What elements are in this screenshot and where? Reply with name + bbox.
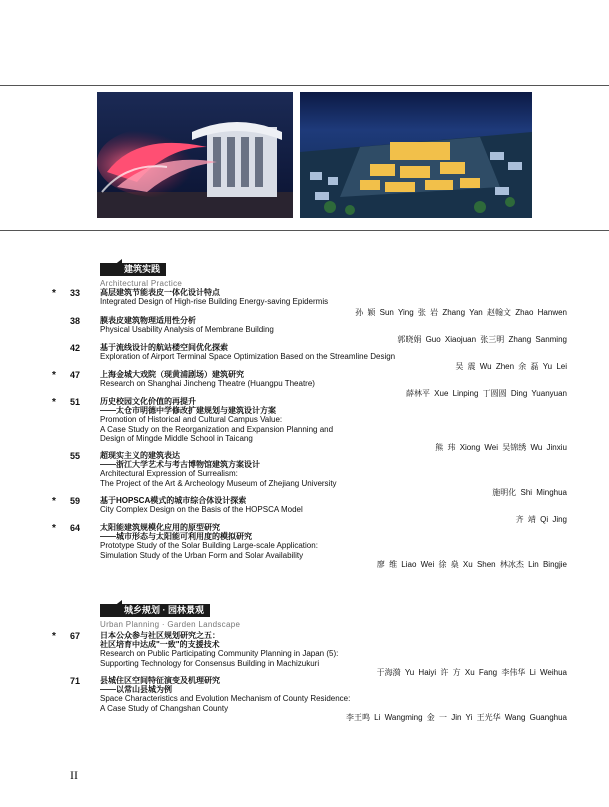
authors: 薛林平 Xue Linping 丁圆圆 Ding Yuanyuan xyxy=(405,389,567,398)
title-en: Integrated Design of High-rise Building Energy-saving Epidermis xyxy=(100,297,329,307)
theatre-photo xyxy=(97,92,293,218)
subtitle-en: Supporting Technology for Consensus Building in Machizukuri xyxy=(100,658,320,668)
page-number: 55 xyxy=(69,451,80,461)
subtitle-cn: 社区培育中达成"一致"的支援技术 xyxy=(100,640,220,650)
section-title: 建筑实践 xyxy=(100,263,166,276)
authors: 熊 玮 Xiong Wei 吴锦绣 Wu Jinxiu xyxy=(435,443,567,452)
featured-marker: * xyxy=(52,288,56,299)
subtitle-cn: ——浙江大学艺术与考古博物馆建筑方案设计 xyxy=(100,460,260,470)
title-cn: 膜表皮建筑物理适用性分析 xyxy=(100,316,196,325)
title-en: Physical Usability Analysis of Membrane Building xyxy=(100,325,274,335)
section-subtitle: Architectural Practice xyxy=(100,279,183,288)
subtitle-en: A Case Study of Changshan County xyxy=(100,703,229,713)
section-urban-planning xyxy=(100,600,240,629)
subtitle-cn: ——城市形态与太阳能可利用度的模拟研究 xyxy=(100,532,252,542)
title-cn: 上海金城大戏院（现黄浦剧场）建筑研究 xyxy=(100,370,244,379)
title-en: Research on Shanghai Jincheng Theatre (Huangpu Theatre) xyxy=(100,379,315,389)
section-title: 城乡规划 · 园林景观 xyxy=(100,604,210,617)
city-aerial-photo xyxy=(300,92,532,218)
title-cn: 历史校园文化价值的再提升 xyxy=(100,397,196,406)
featured-marker: * xyxy=(52,631,56,642)
page-number: 64 xyxy=(69,523,80,533)
authors: 孙 颖 Sun Ying 张 岩 Zhang Yan 赵翰文 Zhao Hanwen xyxy=(355,308,567,317)
page-number: 71 xyxy=(69,676,80,686)
folio-page-number: II xyxy=(70,768,78,782)
title-en: City Complex Design on the Basis of the HOPSCA Model xyxy=(100,505,303,515)
authors: 施明化 Shi Minghua xyxy=(492,488,567,497)
title-cn: 基于流线设计的航站楼空间优化探索 xyxy=(100,343,228,352)
subtitle-cn: ——以常山县城为例 xyxy=(100,685,172,695)
page-number: 47 xyxy=(69,370,80,380)
subtitle-en: The Project of the Art & Archeology Museum of Zhejiang University xyxy=(100,478,337,488)
title-cn: 超现实主义的建筑表达 xyxy=(100,451,180,460)
subtitle-en: Design of Mingde Middle School in Taicang xyxy=(100,433,253,443)
authors: 齐 靖 Qi Jing xyxy=(515,515,567,524)
title-cn: 日本公众参与社区规划研究之五： xyxy=(100,631,220,640)
title-cn: 基于HOPSCA模式的城市综合体设计探索 xyxy=(100,496,247,505)
title-en: Exploration of Airport Terminal Space Optimization Based on the Streamline Design xyxy=(100,352,396,362)
title-cn: 县城住区空间特征演变及机理研究 xyxy=(100,676,220,685)
authors: 吴 震 Wu Zhen 余 磊 Yu Lei xyxy=(455,362,567,371)
authors: 廖 维 Liao Wei 徐 燊 Xu Shen 林冰杰 Lin Bingjie xyxy=(376,560,567,569)
page-number: 38 xyxy=(69,316,80,326)
authors: 郭晓娟 Guo Xiaojuan 张三明 Zhang Sanming xyxy=(397,335,567,344)
section-subtitle: Urban Planning · Garden Landscape xyxy=(100,620,241,629)
subtitle-cn: ——太仓市明德中学修改扩建规划与建筑设计方案 xyxy=(100,406,276,416)
authors: 于海漪 Yu Haiyi 许 方 Xu Fang 李伟华 Li Weihua xyxy=(376,668,567,677)
featured-marker: * xyxy=(52,523,56,534)
featured-marker: * xyxy=(52,397,56,408)
featured-marker: * xyxy=(52,496,56,507)
page-number: 59 xyxy=(69,496,80,506)
subtitle-en: A Case Study on the Reorganization and Expansion Planning and xyxy=(100,424,334,434)
title-cn: 高层建筑节能表皮一体化设计特点 xyxy=(100,288,220,297)
featured-marker: * xyxy=(52,370,56,381)
title-en: Prototype Study of the Solar Building Large-scale Application: xyxy=(100,541,318,551)
title-en: Space Characteristics and Evolution Mechanism of County Residence: xyxy=(100,694,351,704)
title-cn: 太阳能建筑规模化应用的原型研究 xyxy=(100,523,220,532)
title-en: Research on Public Participating Community Planning in Japan (5): xyxy=(100,649,339,659)
section-architectural-practice xyxy=(100,259,182,288)
subtitle-en: Simulation Study of the Urban Form and Solar Availability xyxy=(100,550,304,560)
title-en: Promotion of Historical and Cultural Campus Value: xyxy=(100,415,283,425)
divider-rule xyxy=(0,230,609,231)
page-number: 33 xyxy=(69,288,80,298)
page-number: 42 xyxy=(69,343,80,353)
top-rule xyxy=(0,85,609,86)
page-number: 67 xyxy=(69,631,80,641)
authors: 李王鸣 Li Wangming 金 一 Jin Yi 王光华 Wang Guanghua xyxy=(345,713,567,722)
page-number: 51 xyxy=(69,397,80,407)
title-en: Architectural Expression of Surrealism: xyxy=(100,469,238,479)
